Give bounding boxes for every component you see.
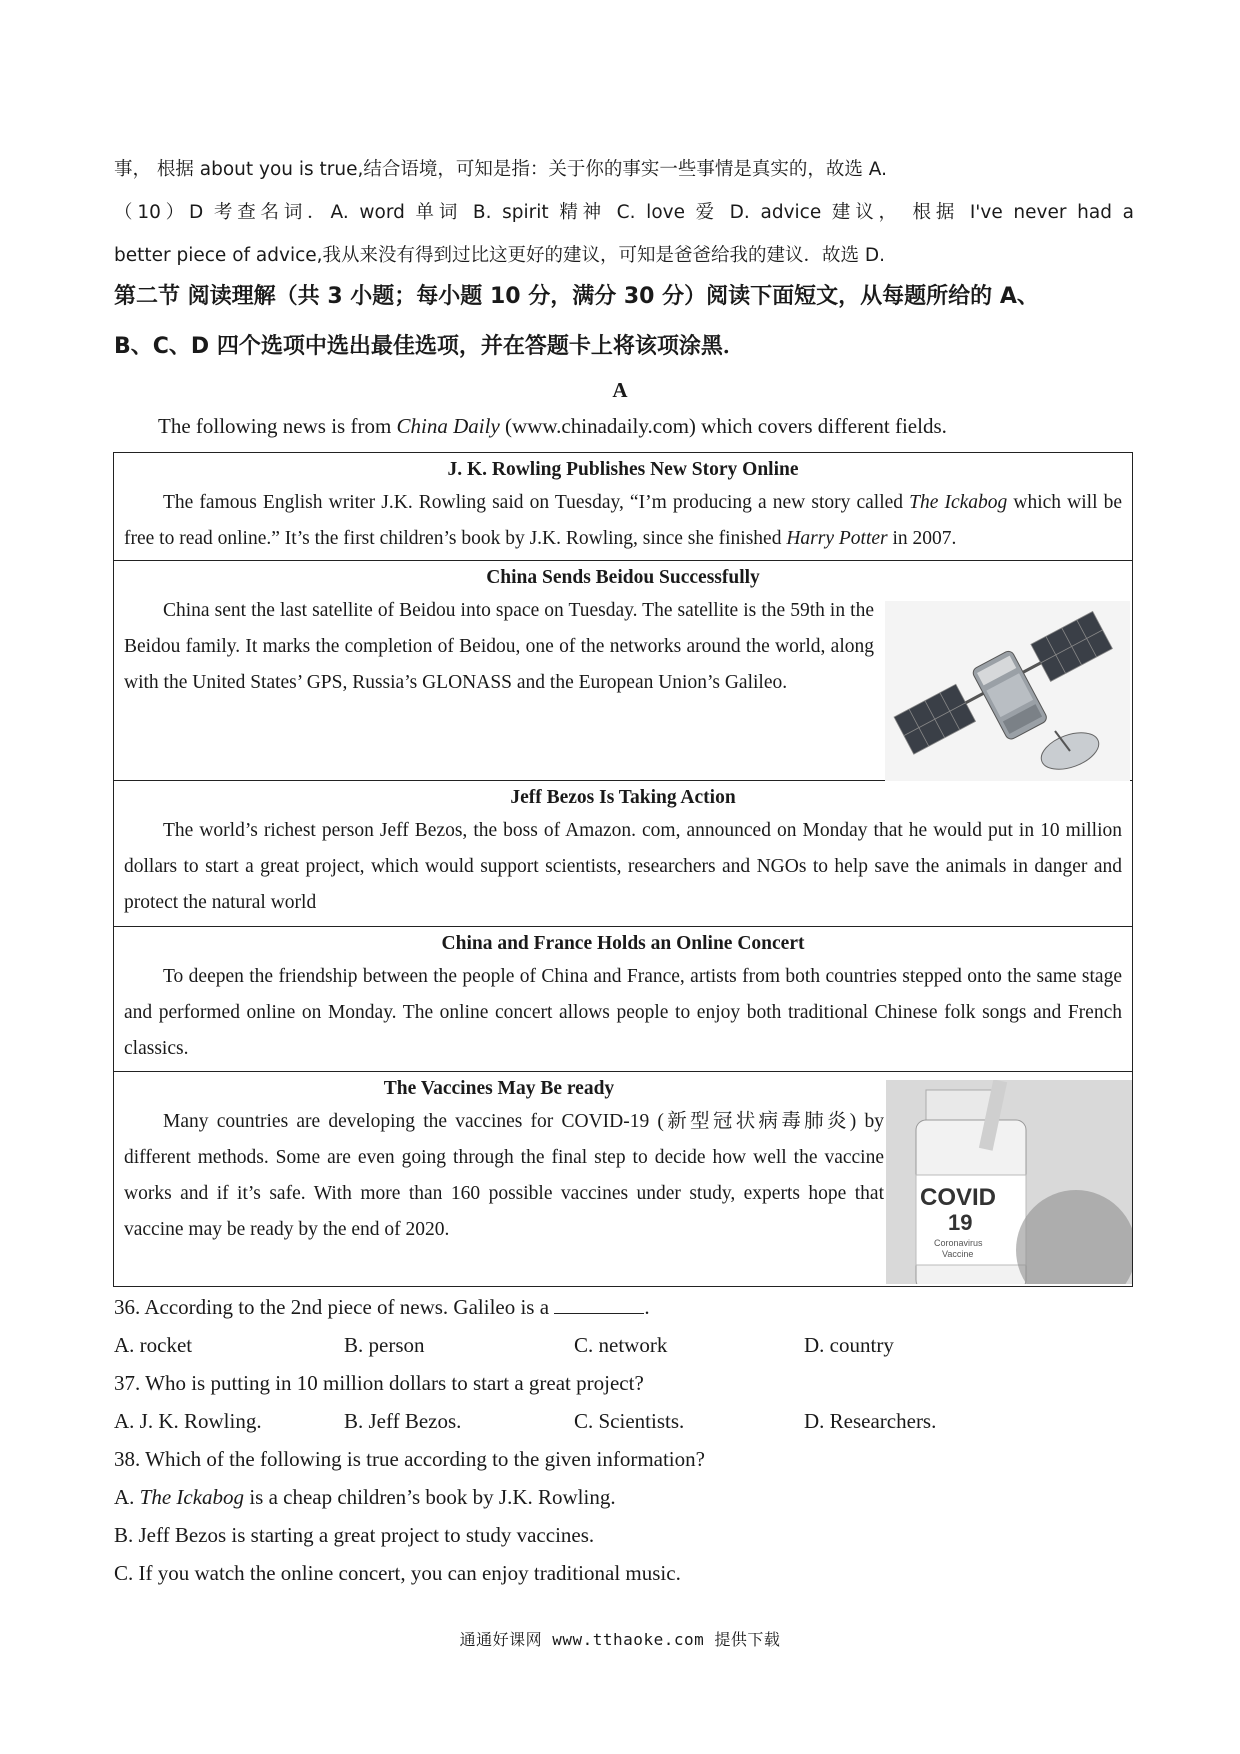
news-body: The world’s richest person Jeff Bezos, the boss of Amazon. com, announced on Monday that he would put in 10 million dollars to start a great project, which would support scientists, researchers and NGOs to help save the animals in danger and protect the natural world	[124, 820, 1122, 913]
option-c[interactable]: C. network	[574, 1333, 668, 1357]
book-title: The Ickabog	[909, 492, 1008, 513]
question-stem	[114, 1288, 1134, 1326]
options-row	[114, 1326, 1134, 1364]
news-title: Jeff Bezos Is Taking Action	[510, 787, 736, 808]
option-text: A.	[114, 1485, 140, 1509]
news-title: J. K. Rowling Publishes New Story Online	[447, 459, 799, 480]
news-body	[114, 485, 1132, 557]
section-heading-line: B、C、D 四个选项中选出最佳选项，并在答题卡上将该项涂黑．	[114, 334, 745, 359]
intro-text: The following news is from	[158, 414, 397, 438]
vaccine-bottle-icon	[886, 1080, 1132, 1284]
passage-intro	[158, 414, 947, 439]
option-b[interactable]: B. Jeff Bezos is starting a great project to study vaccines.	[114, 1523, 595, 1547]
option-d[interactable]: D. Researchers.	[804, 1409, 937, 1433]
vaccine-label: COVID	[920, 1184, 997, 1211]
news-title: China Sends Beidou Successfully	[486, 567, 760, 588]
news-item	[114, 781, 1132, 927]
option-a[interactable]: A. rocket	[114, 1333, 193, 1357]
news-title: The Vaccines May Be ready	[383, 1078, 615, 1099]
news-table	[113, 452, 1133, 1287]
question-text: .	[644, 1295, 650, 1319]
section-heading-line: 第二节 阅读理解（共 3 小题；每小题 10 分，满分 30 分）阅读下面短文，从每题所给的 A、	[114, 284, 1039, 309]
section-heading	[114, 272, 1144, 372]
news-body: To deepen the friendship between the people of China and France, artists from both countries stepped onto the same stage and performed online on Monday. The online concert allows people to enjoy both traditional Chinese folk songs and French classics.	[124, 966, 1122, 1059]
question-text: 36. According to the 2nd piece of news. Galileo is a	[114, 1295, 555, 1319]
option-d[interactable]: D. country	[804, 1333, 894, 1357]
news-title: China and France Holds an Online Concert	[441, 933, 805, 954]
news-item	[114, 927, 1132, 1072]
answer-explanation	[114, 148, 1134, 277]
option-text: is a cheap children’s book by J.K. Rowling.	[244, 1485, 616, 1509]
news-text: which will be free to read online.” It’s the first children’s book by J.K. Rowling, since she finished	[124, 492, 1123, 549]
vaccine-label: 19	[948, 1210, 973, 1235]
news-body: China sent the last satellite of Beidou into space on Tuesday. The satellite is the 59th in the Beidou family. It marks the completion of Beidou, one of the networks around the world, along with the United States’ GPS, Russia’s GLONASS and the European Union’s Galileo.	[124, 600, 874, 693]
vaccine-image	[886, 1080, 1132, 1284]
question-stem: 38. Which of the following is true according to the given information?	[114, 1447, 705, 1471]
book-title: The Ickabog	[139, 1485, 245, 1509]
vaccine-label: Vaccine	[942, 1249, 974, 1259]
options-row	[114, 1402, 1134, 1440]
explanation-line: 事， 根据 about you is true,结合语境，可知是指：关于你的事实一些事情是真实的，故选 A.	[114, 159, 887, 180]
explanation-line: （10）D 考查名词．A. word 单词 B. spirit 精神 C. love 爱 D. advice 建议， 根据 I've never had a	[114, 202, 1134, 223]
option-c[interactable]: C. If you watch the online concert, you can enjoy traditional music.	[114, 1561, 681, 1585]
option-c[interactable]: C. Scientists.	[574, 1409, 685, 1433]
explanation-line: better piece of advice,我从来没有得到过比这更好的建议，可知是爸爸给我的建议．故选 D.	[114, 245, 886, 266]
passage-letter: A	[612, 378, 628, 402]
news-item	[114, 453, 1132, 561]
vaccine-label: Coronavirus	[934, 1238, 983, 1248]
intro-source: China Daily	[396, 414, 500, 438]
option-b[interactable]: B. person	[344, 1333, 425, 1357]
option-a[interactable]: A. J. K. Rowling.	[114, 1409, 262, 1433]
option-b[interactable]: B. Jeff Bezos.	[344, 1409, 462, 1433]
questions	[114, 1288, 1134, 1592]
satellite-image	[885, 601, 1130, 781]
book-title: Harry Potter	[786, 528, 888, 549]
option-a[interactable]	[114, 1478, 1134, 1516]
news-item	[114, 1072, 1132, 1286]
news-text: The famous English writer J.K. Rowling said on Tuesday, “I’m producing a new story called	[163, 492, 910, 513]
page-footer: 通通好课网 www.tthaoke.com 提供下载	[459, 1630, 781, 1649]
news-item	[114, 561, 1132, 781]
news-text: in 2007.	[887, 528, 957, 549]
news-body: Many countries are developing the vaccines for COVID-19 (新型冠状病毒肺炎) by different methods. Some are even going through the final step to decide how well the vaccine works and if it’s safe. With more than 160 possible vaccines under study, experts hope that vaccine may be ready by the end of 2020.	[124, 1111, 884, 1240]
intro-text: (www.chinadaily.com) which covers different fields.	[499, 414, 947, 438]
answer-blank	[554, 1291, 644, 1314]
question-stem: 37. Who is putting in 10 million dollars to start a great project?	[114, 1371, 644, 1395]
